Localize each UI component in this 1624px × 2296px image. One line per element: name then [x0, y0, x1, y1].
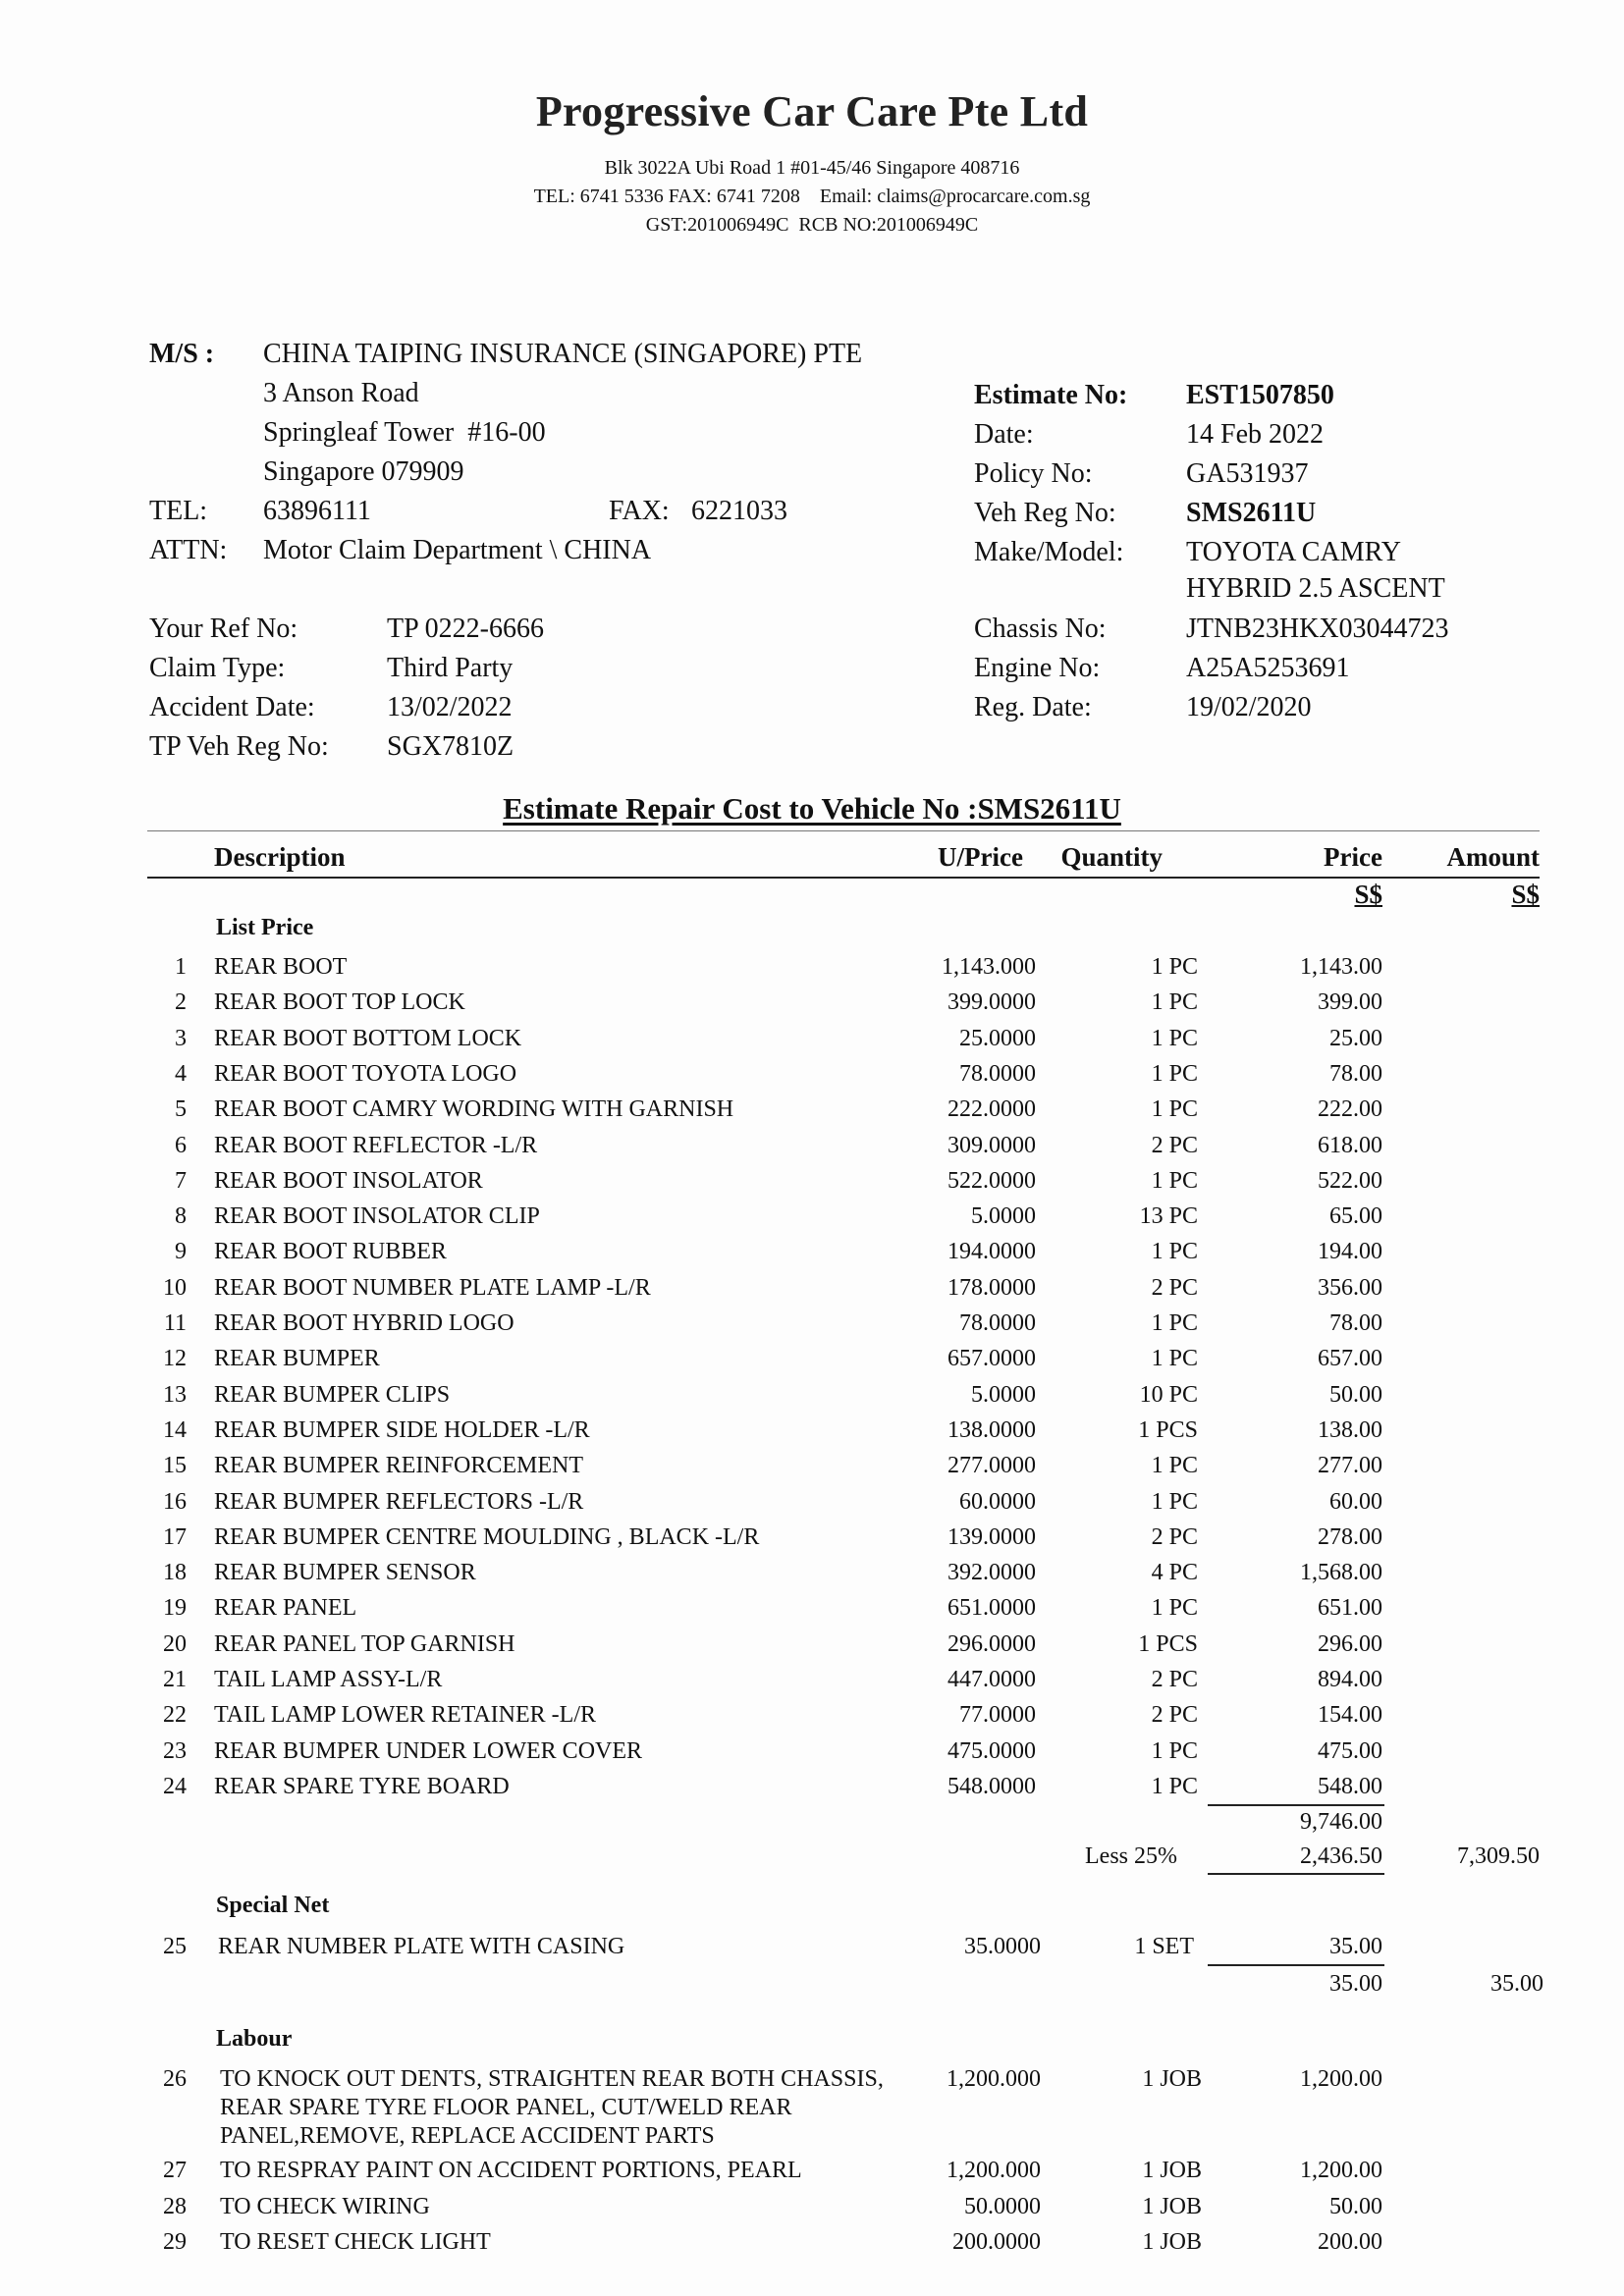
row-price: 1,568.00 [1300, 1560, 1382, 1586]
company-name: Progressive Car Care Pte Ltd [535, 87, 1089, 135]
row-number: 18 [163, 1560, 187, 1586]
attn-value: Motor Claim Department \ CHINA [263, 535, 652, 565]
row-price: 50.00 [1329, 1381, 1382, 1408]
reg-date-label: Reg. Date: [974, 692, 1092, 722]
special-net-subtotal-row [0, 1971, 1624, 2004]
row-quantity: 13 PC [1139, 1203, 1198, 1230]
row-uprice: 296.0000 [947, 1630, 1036, 1657]
row-uprice: 200.0000 [952, 2229, 1041, 2255]
table-row [0, 1524, 1624, 1558]
row-uprice: 309.0000 [947, 1132, 1036, 1158]
row-uprice: 1,200.000 [947, 2158, 1041, 2183]
policy-no-value: GA531937 [1186, 458, 1309, 489]
row-number: 14 [163, 1416, 187, 1443]
accident-date-label: Accident Date: [149, 692, 315, 722]
row-price: 194.00 [1318, 1239, 1382, 1265]
chassis-label: Chassis No: [974, 614, 1107, 644]
table-row [0, 1026, 1624, 1059]
table-row [0, 1203, 1624, 1237]
row-number: 15 [163, 1453, 187, 1479]
row-quantity: 1 PC [1151, 1167, 1198, 1194]
table-row [0, 2194, 1624, 2227]
chassis-value: JTNB23HKX03044723 [1186, 614, 1449, 644]
row-uprice: 222.0000 [947, 1096, 1036, 1123]
table-row [0, 1595, 1624, 1629]
row-quantity: 1 PC [1151, 954, 1198, 980]
table-row [0, 1096, 1624, 1130]
row-quantity: 2 PC [1151, 1667, 1198, 1692]
row-quantity: 1 JOB [1142, 2158, 1202, 2183]
claim-type-label: Claim Type: [149, 653, 286, 683]
row-number: 3 [175, 1025, 187, 1051]
row-description-line3: PANEL,REMOVE, REPLACE ACCIDENT PARTS [220, 2123, 715, 2149]
accident-date-value: 13/02/2022 [387, 692, 513, 722]
row-uprice: 447.0000 [947, 1667, 1036, 1692]
row-number: 22 [163, 1702, 187, 1729]
row-price: 138.00 [1318, 1416, 1382, 1443]
row-description: TO RESET CHECK LIGHT [220, 2229, 491, 2255]
row-uprice: 1,143.000 [942, 954, 1036, 980]
row-quantity: 1 JOB [1142, 2194, 1202, 2219]
row-quantity: 1 PC [1151, 1488, 1198, 1515]
row-uprice: 139.0000 [947, 1523, 1036, 1550]
row-quantity: 1 PCS [1138, 1630, 1198, 1657]
row-description: REAR BOOT [214, 954, 348, 980]
row-price: 1,143.00 [1300, 954, 1382, 980]
row-number: 6 [175, 1132, 187, 1158]
row-price: 475.00 [1318, 1737, 1382, 1764]
row-price: 618.00 [1318, 1132, 1382, 1158]
row-number: 23 [163, 1737, 187, 1764]
table-row [0, 1489, 1624, 1522]
row-quantity: 1 PC [1151, 1025, 1198, 1051]
row-price: 154.00 [1318, 1702, 1382, 1729]
fax-label: FAX: [609, 496, 670, 526]
row-price: 60.00 [1329, 1488, 1382, 1515]
row-uprice: 475.0000 [947, 1737, 1036, 1764]
ms-label: M/S : [149, 339, 215, 369]
row-number: 7 [175, 1167, 187, 1194]
row-description: REAR BUMPER UNDER LOWER COVER [214, 1737, 643, 1764]
row-uprice: 138.0000 [947, 1416, 1036, 1443]
row-price: 277.00 [1318, 1453, 1382, 1479]
row-price: 522.00 [1318, 1167, 1382, 1194]
row-price: 278.00 [1318, 1523, 1382, 1550]
special-net-amount: 35.00 [1490, 1971, 1543, 1997]
row-description: TAIL LAMP ASSY-L/R [214, 1667, 443, 1692]
estimate-no-value: EST1507850 [1186, 380, 1334, 410]
row-uprice: 399.0000 [947, 989, 1036, 1016]
row-uprice: 60.0000 [959, 1488, 1036, 1515]
row-quantity: 1 PC [1151, 989, 1198, 1016]
row-uprice: 194.0000 [947, 1239, 1036, 1265]
row-description: REAR BOOT INSOLATOR CLIP [214, 1203, 540, 1230]
row-description: REAR BOOT NUMBER PLATE LAMP -L/R [214, 1274, 651, 1301]
row-description: REAR BUMPER SIDE HOLDER -L/R [214, 1416, 590, 1443]
table-row [0, 1382, 1624, 1415]
table-row [0, 1453, 1624, 1486]
date-label: Date: [974, 419, 1034, 450]
col-description: Description [214, 842, 346, 872]
table-row [0, 1346, 1624, 1379]
row-price: 548.00 [1318, 1773, 1382, 1799]
tel-label: TEL: [149, 496, 208, 526]
row-price: 399.00 [1318, 989, 1382, 1016]
date-value: 14 Feb 2022 [1186, 419, 1324, 450]
table-row [0, 1239, 1624, 1272]
row-price: 200.00 [1318, 2229, 1382, 2255]
row-quantity: 2 PC [1151, 1523, 1198, 1550]
row-number: 19 [163, 1595, 187, 1622]
recipient-name: CHINA TAIPING INSURANCE (SINGAPORE) PTE [263, 339, 863, 369]
estimate-no-label: Estimate No: [974, 380, 1128, 410]
row-number: 20 [163, 1630, 187, 1657]
row-quantity: 1 PC [1151, 1595, 1198, 1622]
row-description: REAR BOOT HYBRID LOGO [214, 1310, 514, 1336]
col-uprice: U/Price [938, 842, 1023, 872]
ref-label: Your Ref No: [149, 614, 298, 644]
row-number: 9 [175, 1239, 187, 1265]
estimate-title [0, 791, 1624, 827]
row-price: 356.00 [1318, 1274, 1382, 1301]
claim-type-value: Third Party [387, 653, 514, 683]
special-net-rule [1208, 1964, 1384, 1966]
row-number: 28 [163, 2194, 187, 2219]
row-quantity: 1 PCS [1138, 1416, 1198, 1443]
table-row [0, 1133, 1624, 1166]
row-quantity: 1 JOB [1142, 2066, 1202, 2092]
make-model-label: Make/Model: [974, 537, 1124, 567]
row-price: 78.00 [1329, 1060, 1382, 1087]
row-price: 50.00 [1329, 2194, 1382, 2219]
table-row [0, 2158, 1624, 2191]
row-description: TO RESPRAY PAINT ON ACCIDENT PORTIONS, PEARL [220, 2158, 802, 2183]
discount-row [0, 1843, 1624, 1877]
row-uprice: 522.0000 [947, 1167, 1036, 1194]
table-row [0, 2229, 1624, 2263]
table-row [0, 954, 1624, 988]
row-quantity: 1 PC [1151, 1239, 1198, 1265]
row-number: 10 [163, 1274, 187, 1301]
row-number: 5 [175, 1096, 187, 1123]
row-uprice: 78.0000 [959, 1060, 1036, 1087]
table-row [0, 1560, 1624, 1593]
row-description: REAR BOOT CAMRY WORDING WITH GARNISH [214, 1096, 734, 1123]
row-description: REAR PANEL [214, 1595, 357, 1622]
row-uprice: 657.0000 [947, 1346, 1036, 1372]
list-price-subtotal: 9,746.00 [1300, 1809, 1382, 1835]
discount-rule [1208, 1873, 1384, 1875]
table-row [0, 1934, 1624, 1967]
table-row [0, 1168, 1624, 1201]
row-quantity: 1 PC [1151, 1096, 1198, 1123]
col-price: Price [1324, 842, 1382, 872]
row-description: REAR BOOT RUBBER [214, 1239, 447, 1265]
table-row [0, 1275, 1624, 1308]
tel-value: 63896111 [263, 496, 371, 526]
row-uprice: 1,200.000 [947, 2066, 1041, 2092]
tp-veh-value: SGX7810Z [387, 731, 514, 762]
row-uprice: 178.0000 [947, 1274, 1036, 1301]
list-price-subtotal-row [0, 1809, 1624, 1842]
row-quantity: 1 PC [1151, 1310, 1198, 1336]
amount-currency: S$ [1511, 880, 1540, 909]
row-number: 8 [175, 1203, 187, 1230]
list-price-amount: 7,309.50 [1457, 1843, 1540, 1869]
company-contact: TEL: 6741 5336 FAX: 6741 7208 Email: claims@procarcare.com.sg [533, 186, 1091, 207]
section-special-net: Special Net [216, 1893, 330, 1918]
table-row [0, 1702, 1624, 1735]
row-quantity: 1 PC [1151, 1453, 1198, 1479]
table-row [0, 1417, 1624, 1451]
table-row [0, 1738, 1624, 1772]
row-number: 29 [163, 2229, 187, 2255]
row-description: REAR BOOT INSOLATOR [214, 1167, 483, 1194]
veh-reg-label: Veh Reg No: [974, 498, 1116, 528]
row-description: REAR BUMPER SENSOR [214, 1560, 476, 1586]
row-price: 65.00 [1329, 1203, 1382, 1230]
table-row [0, 1774, 1624, 1807]
row-uprice: 77.0000 [959, 1702, 1036, 1729]
row-price: 78.00 [1329, 1310, 1382, 1336]
row-quantity: 1 PC [1151, 1346, 1198, 1372]
row-uprice: 50.0000 [964, 2194, 1041, 2219]
row-uprice: 5.0000 [971, 1203, 1036, 1230]
row-uprice: 35.0000 [964, 1934, 1041, 1959]
section-list-price: List Price [216, 915, 314, 940]
row-quantity: 2 PC [1151, 1132, 1198, 1158]
header-bottom-rule [147, 877, 1540, 879]
row-number: 12 [163, 1346, 187, 1372]
engine-label: Engine No: [974, 653, 1101, 683]
reg-date-value: 19/02/2020 [1186, 692, 1312, 722]
row-description: TAIL LAMP LOWER RETAINER -L/R [214, 1702, 596, 1729]
row-description: REAR PANEL TOP GARNISH [214, 1630, 515, 1657]
row-quantity: 1 PC [1151, 1737, 1198, 1764]
row-quantity: 1 SET [1134, 1934, 1194, 1959]
row-price: 35.00 [1329, 1934, 1382, 1959]
row-number: 17 [163, 1523, 187, 1550]
row-uprice: 277.0000 [947, 1453, 1036, 1479]
policy-no-label: Policy No: [974, 458, 1093, 489]
row-description: REAR BUMPER REFLECTORS -L/R [214, 1488, 584, 1515]
table-row [0, 1310, 1624, 1344]
table-row [0, 1631, 1624, 1665]
row-price: 222.00 [1318, 1096, 1382, 1123]
row-quantity: 1 JOB [1142, 2229, 1202, 2255]
row-description: REAR BUMPER REINFORCEMENT [214, 1453, 584, 1479]
row-quantity: 4 PC [1151, 1560, 1198, 1586]
row-description: REAR BOOT TOYOTA LOGO [214, 1060, 517, 1087]
row-number: 21 [163, 1667, 187, 1692]
row-number: 2 [175, 989, 187, 1016]
row-quantity: 1 PC [1151, 1773, 1198, 1799]
recipient-address-line: Singapore 079909 [263, 456, 464, 487]
recipient-address-line: Springleaf Tower #16-00 [263, 417, 546, 448]
discount-label: Less 25% [1085, 1843, 1177, 1869]
attn-label: ATTN: [149, 535, 228, 565]
row-description: TO CHECK WIRING [220, 2194, 430, 2219]
row-quantity: 2 PC [1151, 1274, 1198, 1301]
table-row [0, 989, 1624, 1023]
row-number: 25 [163, 1934, 187, 1959]
tp-veh-label: TP Veh Reg No: [149, 731, 329, 762]
make-model-value-line2: HYBRID 2.5 ASCENT [1186, 573, 1445, 604]
table-row [0, 1667, 1624, 1700]
row-uprice: 5.0000 [971, 1381, 1036, 1408]
row-uprice: 651.0000 [947, 1595, 1036, 1622]
fax-value: 6221033 [691, 496, 787, 526]
row-description: TO KNOCK OUT DENTS, STRAIGHTEN REAR BOTH CHASSIS, [220, 2066, 884, 2092]
row-description: REAR NUMBER PLATE WITH CASING [218, 1934, 625, 1959]
company-address: Blk 3022A Ubi Road 1 #01-45/46 Singapore 408716 [604, 157, 1020, 179]
row-description: REAR BOOT BOTTOM LOCK [214, 1025, 522, 1051]
col-amount: Amount [1446, 842, 1540, 872]
company-registration: GST:201006949C RCB NO:201006949C [645, 214, 979, 236]
col-quantity: Quantity [1060, 842, 1163, 872]
row-description: REAR BOOT REFLECTOR -L/R [214, 1132, 538, 1158]
special-net-subtotal: 35.00 [1329, 1971, 1382, 1997]
row-description: REAR BOOT TOP LOCK [214, 989, 465, 1016]
row-number: 13 [163, 1381, 187, 1408]
veh-reg-value: SMS2611U [1186, 498, 1317, 528]
row-number: 24 [163, 1773, 187, 1799]
row-description: REAR SPARE TYRE BOARD [214, 1773, 510, 1799]
row-price: 651.00 [1318, 1595, 1382, 1622]
row-uprice: 25.0000 [959, 1025, 1036, 1051]
row-price: 25.00 [1329, 1025, 1382, 1051]
recipient-address-line: 3 Anson Road [263, 378, 419, 408]
table-row [0, 1061, 1624, 1095]
row-price: 657.00 [1318, 1346, 1382, 1372]
section-labour: Labour [216, 2026, 293, 2052]
row-uprice: 392.0000 [947, 1560, 1036, 1586]
ref-value: TP 0222-6666 [387, 614, 544, 644]
row-price: 1,200.00 [1300, 2158, 1382, 2183]
row-quantity: 10 PC [1139, 1381, 1198, 1408]
row-description: REAR BUMPER CENTRE MOULDING , BLACK -L/R [214, 1523, 760, 1550]
row-quantity: 1 PC [1151, 1060, 1198, 1087]
row-number: 11 [163, 1310, 187, 1336]
row-description: REAR BUMPER CLIPS [214, 1381, 451, 1408]
discount-value: 2,436.50 [1300, 1843, 1382, 1869]
row-quantity: 2 PC [1151, 1702, 1198, 1729]
row-price: 1,200.00 [1300, 2066, 1382, 2092]
estimate-title-text: Estimate Repair Cost to Vehicle No :SMS2611U [503, 791, 1121, 826]
row-description-line2: REAR SPARE TYRE FLOOR PANEL, CUT/WELD REAR [220, 2095, 792, 2120]
engine-value: A25A5253691 [1186, 653, 1350, 683]
row-uprice: 548.0000 [947, 1773, 1036, 1799]
price-currency: S$ [1354, 880, 1382, 909]
subtotal-rule [1208, 1804, 1384, 1806]
row-number: 16 [163, 1488, 187, 1515]
row-uprice: 78.0000 [959, 1310, 1036, 1336]
row-number: 4 [175, 1060, 187, 1087]
row-number: 1 [175, 954, 187, 980]
row-price: 894.00 [1318, 1667, 1382, 1692]
row-price: 296.00 [1318, 1630, 1382, 1657]
row-description: REAR BUMPER [214, 1346, 380, 1372]
row-number: 27 [163, 2158, 187, 2183]
row-number: 26 [163, 2066, 187, 2092]
table-row [0, 2066, 1624, 2155]
make-model-value: TOYOTA CAMRY [1186, 537, 1401, 567]
header-top-rule [147, 830, 1540, 831]
